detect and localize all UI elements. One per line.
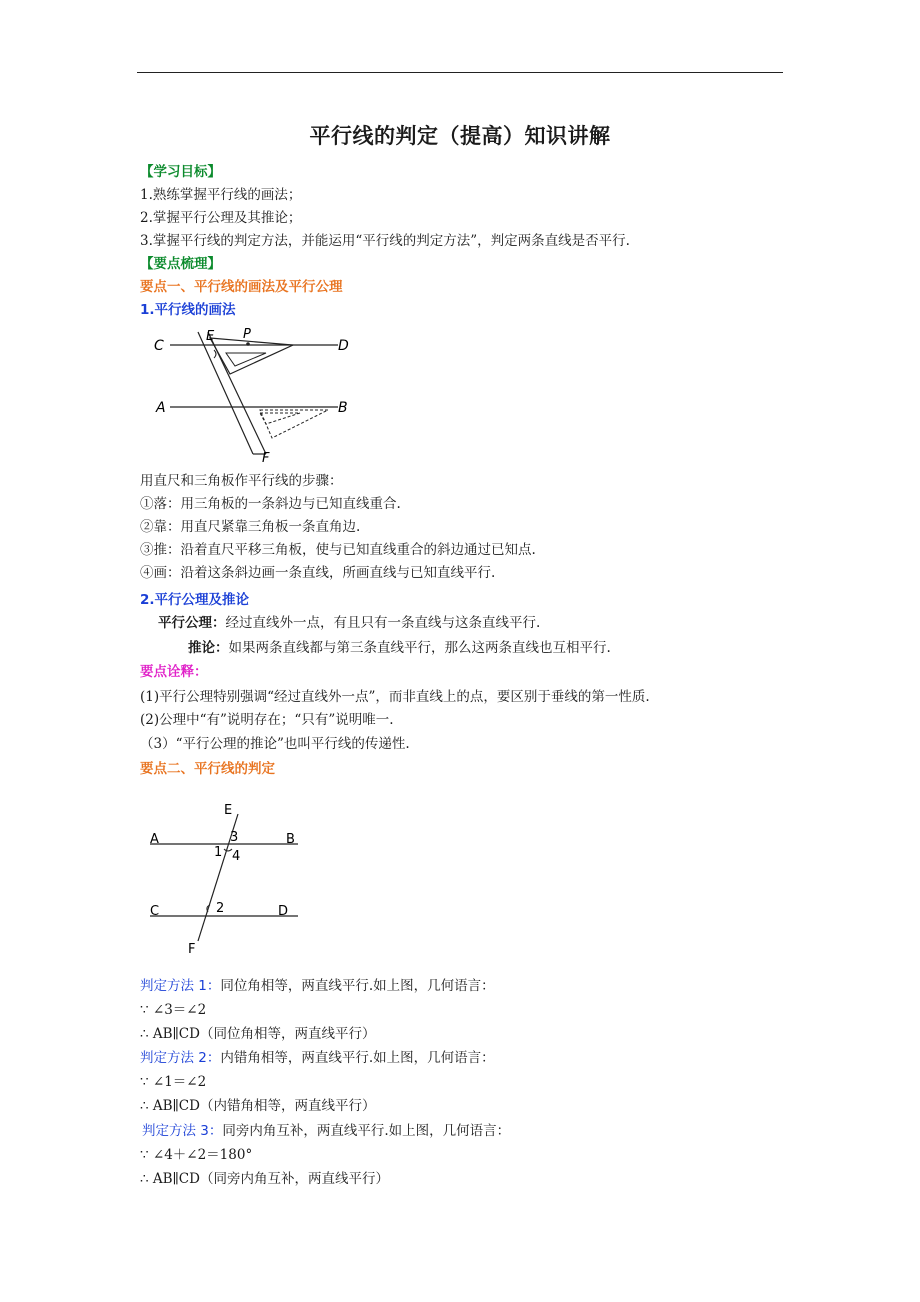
step-item: ③推：沿着直尺平移三角板，使与已知直线重合的斜边通过已知点. [140,542,536,558]
goal-item: 2.掌握平行公理及其推论； [140,210,302,226]
label-a: A [150,832,159,847]
step-item: ①落：用三角板的一条斜边与已知直线重合. [140,496,401,512]
label-b: B [286,832,295,847]
corollary-text: 如果两条直线都与第三条直线平行，那么这两条直线也互相平行. [228,640,611,656]
step-item: ④画：沿着这条斜边画一条直线，所画直线与已知直线平行. [140,565,496,581]
method-2-because: ∵ ∠1＝∠2 [140,1074,207,1090]
point2-heading: 要点二、平行线的判定 [140,761,275,777]
label-d: D [338,338,349,354]
angle-3-label: 3 [230,830,239,845]
label-e: E [224,803,233,818]
angle-4-label: 4 [232,849,241,864]
method-1-text: 同位角相等，两直线平行.如上图，几何语言： [220,978,495,994]
angle-1-label: 1 [214,845,223,860]
label-c: C [150,904,160,919]
summary-heading: 【要点梳理】 [140,256,221,272]
method-2-label: 判定方法 2： [140,1050,221,1066]
step-item: ②靠：用直尺紧靠三角板一条直角边. [140,519,361,535]
method-3-because: ∵ ∠4＋∠2＝180° [140,1147,253,1163]
axiom-line [158,613,540,633]
method-3-text: 同旁内角互补，两直线平行.如上图，几何语言： [222,1123,511,1139]
steps-intro: 用直尺和三角板作平行线的步骤： [140,473,343,489]
label-d: D [278,904,289,919]
corollary-label: 推论： [188,640,229,656]
note-item: (2)公理中“有”说明存在；“只有”说明唯一. [140,712,394,728]
method-3-label: 判定方法 3： [142,1123,223,1139]
method-1-therefore: ∴ AB∥CD（同位角相等，两直线平行） [140,1026,376,1042]
label-b: B [338,400,348,416]
angle-2-label: 2 [216,901,225,916]
method-1-because: ∵ ∠3＝∠2 [140,1002,207,1018]
label-p: P [243,327,251,342]
label-a: A [156,400,166,416]
notes-heading: 要点诠释： [140,664,208,680]
note-item: (1)平行公理特别强调“经过直线外一点”，而非直线上的点，要区别于垂线的第一性质. [140,689,650,705]
point1-sub2: 2.平行公理及推论 [140,592,250,608]
goal-item: 1.熟练掌握平行线的画法； [140,187,302,203]
axiom-label: 平行公理： [158,615,226,631]
axiom-text: 经过直线外一点，有且只有一条直线与这条直线平行. [225,615,541,631]
goals-heading: 【学习目标】 [140,164,221,180]
method-3-therefore: ∴ AB∥CD（同旁内角互补，两直线平行） [140,1171,389,1187]
point1-sub1: 1.平行线的画法 [140,302,236,318]
label-f: F [188,942,196,957]
page-title: 平行线的判定（提高）知识讲解 [309,123,611,148]
method-1-label: 判定方法 1： [140,978,221,994]
method-2 [140,1048,495,1068]
header-rule [137,72,783,73]
ruler-triangle-figure [148,326,358,466]
method-3 [142,1121,510,1141]
note-item: （3）“平行公理的推论”也叫平行线的传递性. [140,736,410,752]
corollary-line [188,638,611,658]
label-f: F [262,451,270,466]
method-1 [140,976,495,996]
transversal-figure [140,796,310,962]
method-2-text: 内错角相等，两直线平行.如上图，几何语言： [220,1050,495,1066]
label-c: C [154,338,164,354]
method-2-therefore: ∴ AB∥CD（内错角相等，两直线平行） [140,1098,376,1114]
label-e: E [206,329,215,344]
goal-item: 3.掌握平行线的判定方法，并能运用“平行线的判定方法”，判定两条直线是否平行. [140,233,630,249]
point1-heading: 要点一、平行线的画法及平行公理 [140,279,343,295]
